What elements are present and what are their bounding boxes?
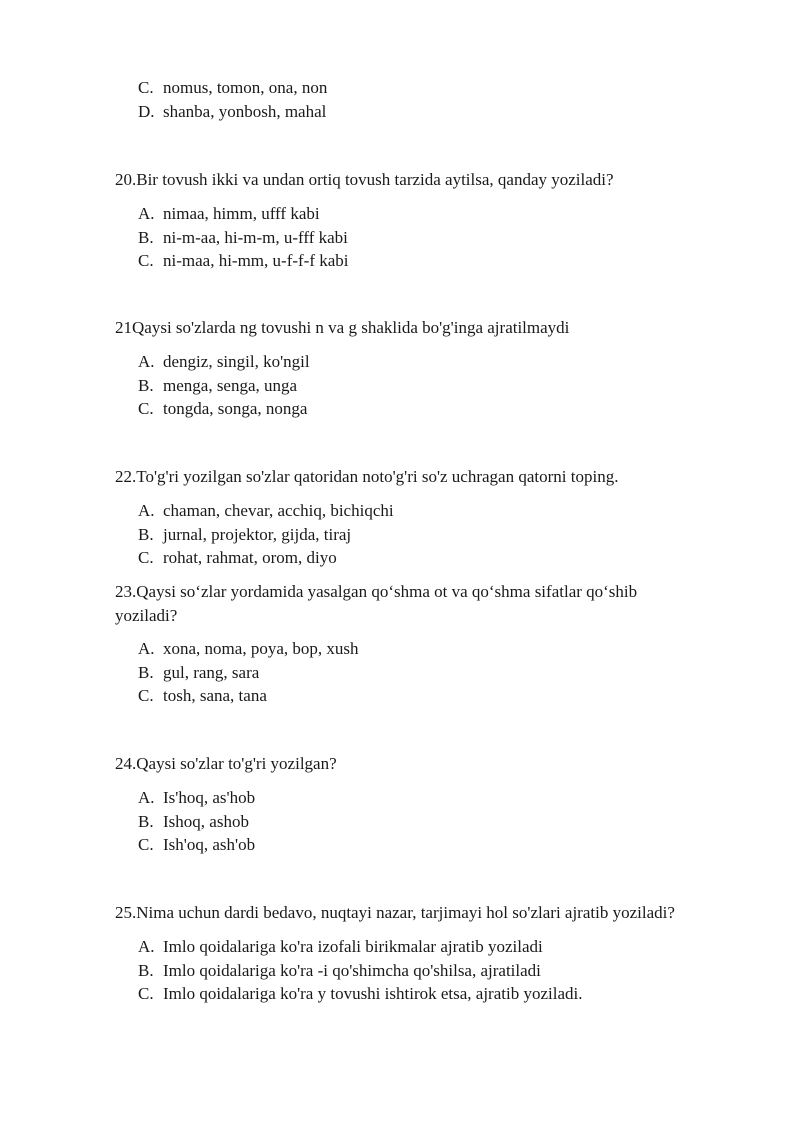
option-letter: A.	[138, 501, 155, 520]
option-text: ni-m-aa, hi-m-m, u-fff kabi	[163, 227, 348, 247]
option-text: nomus, tomon, ona, non	[163, 78, 328, 97]
option-a	[138, 499, 394, 523]
option-letter: B.	[138, 375, 154, 395]
question-23: 23.Qaysi so‘zlar yordamida yasalgan qo‘shma ot va qo‘shma sifatlar qo‘shib yoziladi?	[115, 582, 638, 625]
option-text: Ish'oq, ash'ob	[163, 835, 256, 854]
option-letter: C.	[138, 548, 154, 567]
option-letter: C.	[138, 686, 154, 705]
option-text: Imlo qoidalariga ko'ra izofali birikmalar ajratib yoziladi	[163, 937, 543, 956]
option-letter: D.	[138, 101, 155, 121]
options-list-25	[138, 935, 582, 1006]
option-text: Is'hoq, as'hob	[163, 788, 256, 807]
options-list-22	[138, 499, 394, 570]
option-b	[138, 959, 582, 983]
option-letter: B.	[138, 811, 154, 831]
option-letter: C.	[138, 984, 154, 1003]
option-letter: B.	[138, 662, 154, 682]
option-letter: C.	[138, 78, 154, 97]
option-c	[138, 397, 310, 421]
option-a	[138, 202, 349, 226]
option-letter: C.	[138, 251, 154, 270]
option-letter: C.	[138, 835, 154, 854]
option-c	[138, 982, 582, 1006]
option-text: tosh, sana, tana	[163, 686, 267, 705]
question-21: 21Qaysi so'zlarda ng tovushi n va g shaklida bo'g'inga ajratilmaydi	[115, 318, 570, 337]
option-text: ni-maa, hi-mm, u-f-f-f kabi	[163, 251, 349, 270]
option-text: gul, rang, sara	[163, 662, 260, 682]
options-list-24	[138, 786, 255, 857]
option-letter: A.	[138, 937, 155, 956]
option-c	[138, 833, 255, 857]
option-letter: B.	[138, 227, 154, 247]
option-text: shanba, yonbosh, mahal	[163, 101, 327, 121]
option-text: dengiz, singil, ko'ngil	[163, 352, 310, 371]
options-list-23	[138, 637, 358, 708]
option-letter: A.	[138, 788, 155, 807]
option-a	[138, 786, 255, 810]
option-a	[138, 350, 310, 374]
options-list-19	[138, 76, 327, 123]
option-text: tongda, songa, nonga	[163, 399, 308, 418]
option-c	[138, 76, 327, 100]
option-text: xona, noma, poya, bop, xush	[163, 639, 359, 658]
options-list-20	[138, 202, 349, 273]
question-20: 20.Bir tovush ikki va undan ortiq tovush tarzida aytilsa, qanday yoziladi?	[115, 170, 614, 189]
option-text: rohat, rahmat, orom, diyo	[163, 548, 337, 567]
option-a	[138, 637, 358, 661]
option-text: Ishoq, ashob	[163, 811, 249, 831]
option-text: Imlo qoidalariga ko'ra y tovushi ishtirok etsa, ajratib yoziladi.	[163, 984, 583, 1003]
question-25: 25.Nima uchun dardi bedavo, nuqtayi nazar, tarjimayi hol so'zlari ajratib yoziladi?	[115, 903, 675, 922]
option-a	[138, 935, 582, 959]
option-text: nimaa, himm, ufff kabi	[163, 204, 320, 223]
option-b	[138, 523, 394, 547]
option-letter: B.	[138, 960, 154, 980]
option-b	[138, 374, 310, 398]
option-letter: A.	[138, 352, 155, 371]
question-24: 24.Qaysi so'zlar to'g'ri yozilgan?	[115, 754, 337, 773]
option-d	[138, 100, 327, 124]
option-letter: B.	[138, 524, 154, 544]
option-b	[138, 810, 255, 834]
option-c	[138, 249, 349, 273]
option-text: Imlo qoidalariga ko'ra -i qo'shimcha qo'shilsa, ajratiladi	[163, 960, 541, 980]
option-c	[138, 684, 358, 708]
option-letter: A.	[138, 204, 155, 223]
option-letter: A.	[138, 639, 155, 658]
option-b	[138, 226, 349, 250]
option-text: chaman, chevar, acchiq, bichiqchi	[163, 501, 394, 520]
question-22: 22.To'g'ri yozilgan so'zlar qatoridan noto'g'ri so'z uchragan qatorni toping.	[115, 467, 619, 486]
options-list-21	[138, 350, 310, 421]
option-text: menga, senga, unga	[163, 375, 298, 395]
option-text: jurnal, projektor, gijda, tiraj	[163, 524, 352, 544]
option-c	[138, 546, 394, 570]
option-letter: C.	[138, 399, 154, 418]
option-b	[138, 661, 358, 685]
